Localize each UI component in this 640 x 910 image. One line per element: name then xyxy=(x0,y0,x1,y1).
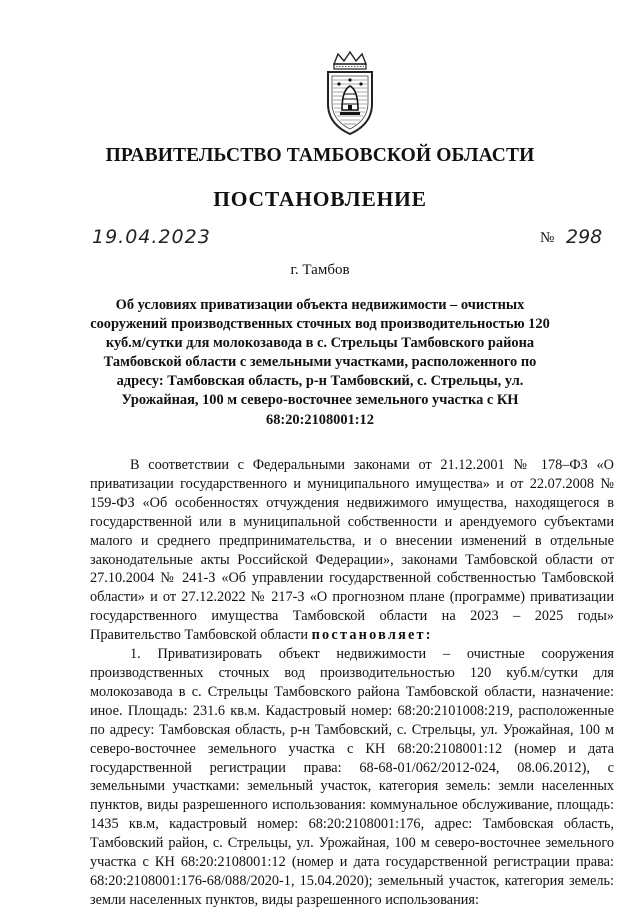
government-title: ПРАВИТЕЛЬСТВО ТАМБОВСКОЙ ОБЛАСТИ xyxy=(105,145,535,166)
document-body xyxy=(90,456,614,910)
preamble-paragraph xyxy=(90,456,614,645)
number-label: № xyxy=(540,230,555,246)
resolves-word: постановляет: xyxy=(311,627,433,644)
document-number: 298 xyxy=(566,226,603,248)
document-date: 19.04.2023 xyxy=(92,226,211,248)
preamble-text: В соответствии с Федеральными законами от 21.12.2001 № 178–ФЗ «О приватизации государственного и муниципального имущества» и от 22.07.2008 № 159-ФЗ «Об особенностях отчуждения недвижимого имущества, находящегося в государственной или в муниципальной собственности и арендуемого субъектами малого и среднего предпринимательства, и о внесении изменений в отдельные законодательные акты Российской Федерации», законами Тамбовской области от 27.10.2004 № 241-З «Об управлении государственной собственностью Тамбовской области» и от 27.12.2022 № 217-З «О прогнозном плане (программе) приватизации государственного имущества Тамбовской области на 2023 – 2025 годы» Правительство Тамбовской области xyxy=(90,457,614,644)
item-1-paragraph: 1. Приватизировать объект недвижимости – очистные сооружения производственных сточных вод производительностью 120 куб.м/сутки для молокозавода в с. Стрельцы Тамбовского района Тамбовской области, назначение: иное. Площадь: 231.6 кв.м. Кадастровый номер: 68:20:2101008:219, расположенные по адресу: Тамбовская область, р-н Тамбовский, с. Стрельцы, ул. Урожайная, 100 м северо-восточнее земельного участка с КН 68:20:2108001:12 (номер и дата государственной регистрации права: 68-68-01/062/2012-024, 08.06.2012), с земельными участками: земельный участок, категория земель: земли населенных пунктов, виды разрешенного использования: коммунальное обслуживание, площадь: 1435 кв.м, кадастровый номер: 68:20:2108001:176, адрес: Тамбовская область, Тамбовский район, с. Стрельцы, ул. Урожайная, 100 м северо-восточнее земельного участка с КН 68:20:2108001:12 (номер и дата государственной регистрации права: 68:20:2108001:176-68/088/2020-1, 15.04.2020); земельный участок, категория земель: земли населенных пунктов, виды разрешенного использования: xyxy=(90,646,614,908)
date-number-line xyxy=(92,224,612,254)
tambov-coat-of-arms-icon xyxy=(322,50,378,138)
document-type: ПОСТАНОВЛЕНИЕ xyxy=(213,187,427,211)
city: г. Тамбов xyxy=(290,262,350,278)
document-subject: Об условиях приватизации объекта недвижимости – очистных сооружений производственных сточных вод производительностью 120 куб.м/сутки для молокозавода в с. Стрельцы Тамбовского района Тамбовской области с земельными участками, расположенного по адресу: Тамбовская область, р-н Тамбовский, с. Стрельцы, ул. Урожайная, 100 м северо-восточнее земельного участка с КН 68:20:2108001:12 xyxy=(90,297,550,428)
